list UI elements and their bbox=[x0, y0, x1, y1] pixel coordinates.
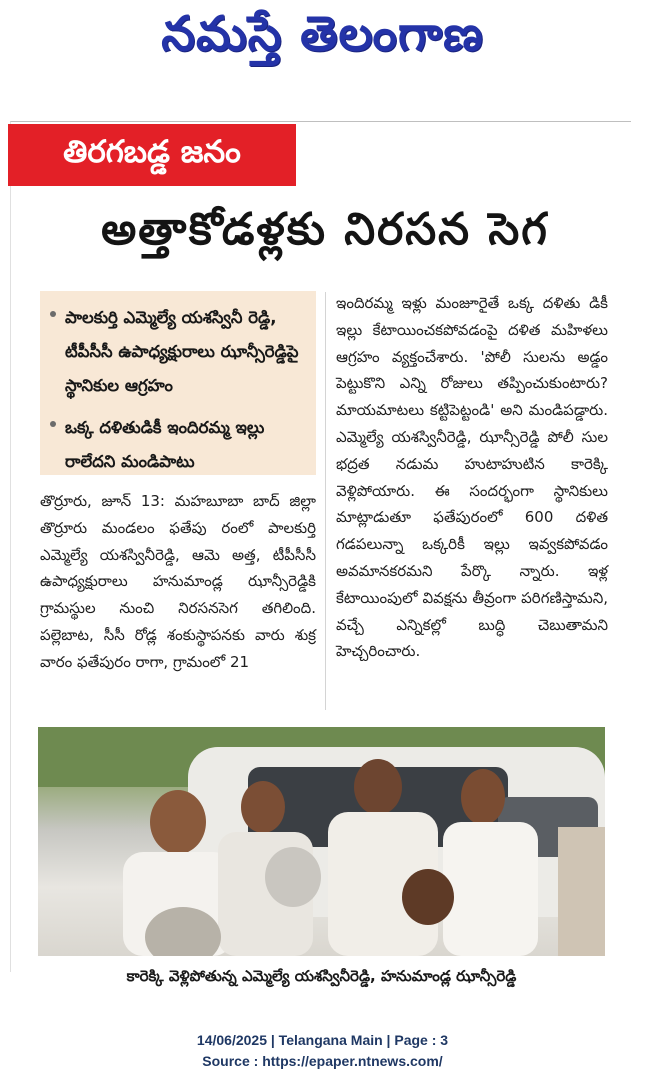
highlight-text: ఒక్క దళితుడికీ ఇందిరమ్మ ఇల్లు రాలేదని మండిపాటు bbox=[65, 418, 265, 471]
bullet-icon bbox=[50, 421, 56, 427]
news-photo-illustration bbox=[38, 727, 605, 956]
highlight-text: పాలకుర్తి ఎమ్మెల్యే యశస్వినీ రెడ్డి, టీపీసీసీ ఉపాధ్యక్షురాలు ఝాన్సీరెడ్డిపై స్థానికుల ఆగ్రహం bbox=[65, 308, 299, 395]
edition-info: 14/06/2025 | Telangana Main | Page : 3 bbox=[196, 1032, 449, 1048]
newspaper-logo-title: నమస్తే తెలంగాణ bbox=[161, 6, 484, 62]
article-headline: అత్తాకోడళ్లకు నిరసన సెగ bbox=[101, 204, 549, 255]
source-link[interactable]: Source : https://epaper.ntnews.com/ bbox=[202, 1053, 443, 1069]
highlight-item bbox=[50, 411, 308, 479]
news-photo bbox=[38, 727, 605, 956]
photo-caption: కారెక్కి వెళ్లిపోతున్న ఎమ్మెల్యే యశస్వినీరెడ్డి, హనుమాండ్ల ఝాన్సీరెడ్డి bbox=[126, 967, 517, 985]
highlight-item bbox=[50, 301, 308, 403]
bullet-icon bbox=[50, 311, 56, 317]
section-tag: తిరగబడ్డ జనం bbox=[8, 124, 296, 186]
highlights-box bbox=[40, 291, 316, 475]
article-body-left-column: తొర్రూరు, జూన్ 13: మహబూబా బాద్ జిల్లా తొర్రూరు మండలం ఫతేపు రంలో పాలకుర్తి ఎమ్మెల్యే యశస్వినీరెడ్డి, ఆమె అత్త, టీపీసీసీ ఉపాధ్యక్షురాలు హనుమాండ్ల ఝాన్సీరెడ్డికి గ్రామస్థుల నుంచి నిరసనసెగ తగిలింది. పల్లెబాట, సీసీ రోడ్ల శంకుస్థాపనకు వారు శుక్ర వారం ఫతేపురం రాగా, గ్రామంలో 21 bbox=[40, 492, 316, 671]
article-body-right-column: ఇందిరమ్మ ఇళ్లు మంజూరైతే ఒక్క దళితు డికీ ఇల్లు కేటాయించకపోవడంపై దళిత మహిళలు ఆగ్రహం వ్యక్తంచేశారు. 'పోలీ సులను అడ్డం పెట్టుకొని ఎన్ని రోజులు తప్పించుకుంటారు? మాయమాటలు కట్టిపెట్టండి' అని మండిపడ్డారు. ఎమ్మెల్యే యశస్వినీరెడ్డి, ఝాన్సీరెడ్డి పోలీ సుల భద్రత నడుమ హుటాహుటిన కారెక్కి వెళ్లిపోయారు. ఈ సందర్భంగా స్థానికులు మాట్లాడుతూ ఫతేపురంలో 600 దళిత గడపలున్నా ఒక్కరికీ ఇల్లు ఇవ్వకపోవడం అవమానకరమని పేర్కొ న్నారు. ఇళ్ల కేటాయింపులో వివక్షను తీవ్రంగా పరిగణిస్తామని, వచ్చే ఎన్నికల్లో బుద్ధి చెబుతామని హెచ్చరించారు. bbox=[336, 294, 608, 661]
masthead bbox=[0, 0, 645, 80]
column-divider bbox=[325, 292, 326, 710]
